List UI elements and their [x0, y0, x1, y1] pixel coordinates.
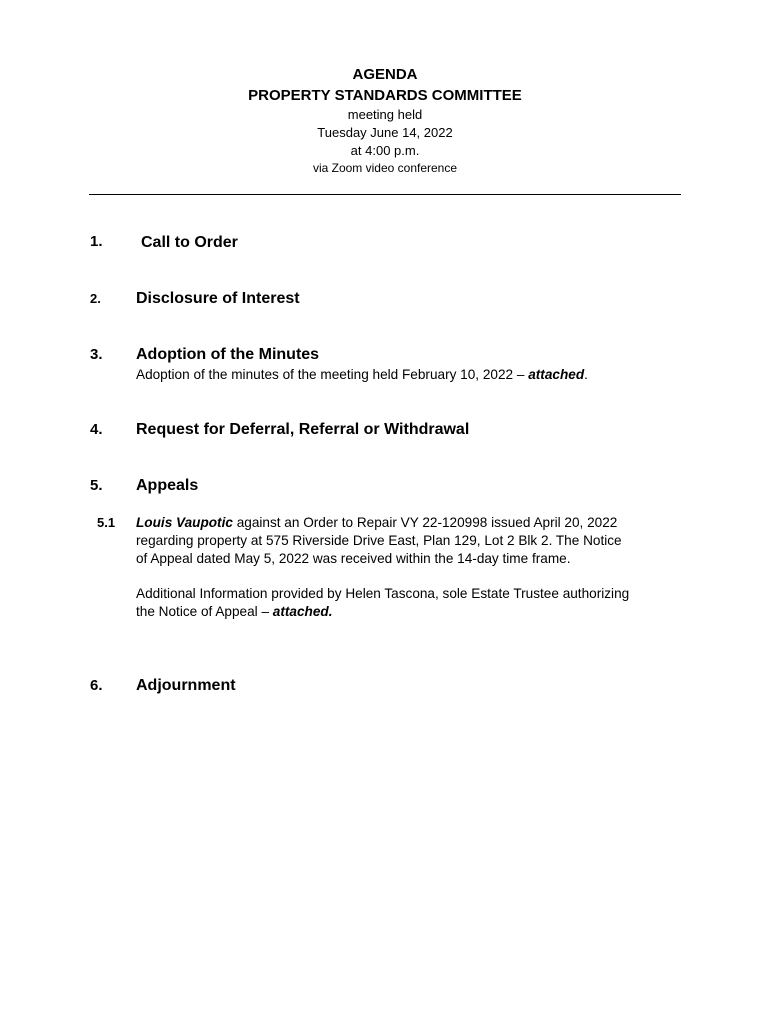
item-title: Adjournment	[136, 677, 236, 694]
additional-information	[136, 585, 684, 621]
appellant-name: Louis Vaupotic	[136, 515, 233, 530]
item-number: 1.	[90, 233, 103, 250]
item-title: Appeals	[136, 477, 199, 494]
item-number: 6.	[90, 677, 103, 694]
subitem-number: 5.1	[97, 515, 116, 530]
item-number: 5.	[90, 477, 103, 494]
agenda-title: AGENDA	[352, 66, 418, 83]
item-number: 4.	[90, 421, 103, 438]
meeting-location: via Zoom video conference	[312, 161, 458, 175]
minutes-detail-end: .	[584, 367, 588, 382]
item-number: 3.	[90, 346, 103, 363]
meeting-date: Tuesday June 14, 2022	[317, 125, 453, 140]
meeting-time: at 4:00 p.m.	[350, 143, 420, 158]
item-title: Disclosure of Interest	[136, 290, 300, 307]
minutes-detail	[136, 366, 684, 384]
additional-line-2	[136, 603, 684, 621]
header-divider	[89, 194, 681, 195]
additional-line-1: Additional Information provided by Helen Tascona, sole Estate Trustee authorizing	[136, 586, 630, 601]
appeal-line-2: regarding property at 575 Riverside Drive East, Plan 129, Lot 2 Blk 2. The Notice	[136, 533, 622, 548]
item-number: 2.	[90, 291, 101, 306]
appeal-line-1	[136, 514, 684, 532]
attached-label: attached	[528, 367, 585, 382]
appeal-description	[136, 514, 684, 568]
appeal-line-3: of Appeal dated May 5, 2022 was received within the 14-day time frame.	[136, 551, 571, 566]
minutes-detail-text: Adoption of the minutes of the meeting held February 10, 2022 –	[136, 367, 529, 382]
appeal-line-1-rest: against an Order to Repair VY 22-120998 issued April 20, 2022	[232, 515, 618, 530]
attached-label: attached.	[272, 604, 333, 619]
committee-name: PROPERTY STANDARDS COMMITTEE	[248, 87, 522, 104]
additional-line-2-text: the Notice of Appeal –	[136, 604, 273, 619]
item-title: Call to Order	[141, 234, 238, 251]
item-title: Request for Deferral, Referral or Withdrawal	[136, 421, 470, 438]
item-title: Adoption of the Minutes	[136, 346, 320, 363]
meeting-held-text: meeting held	[347, 107, 423, 122]
